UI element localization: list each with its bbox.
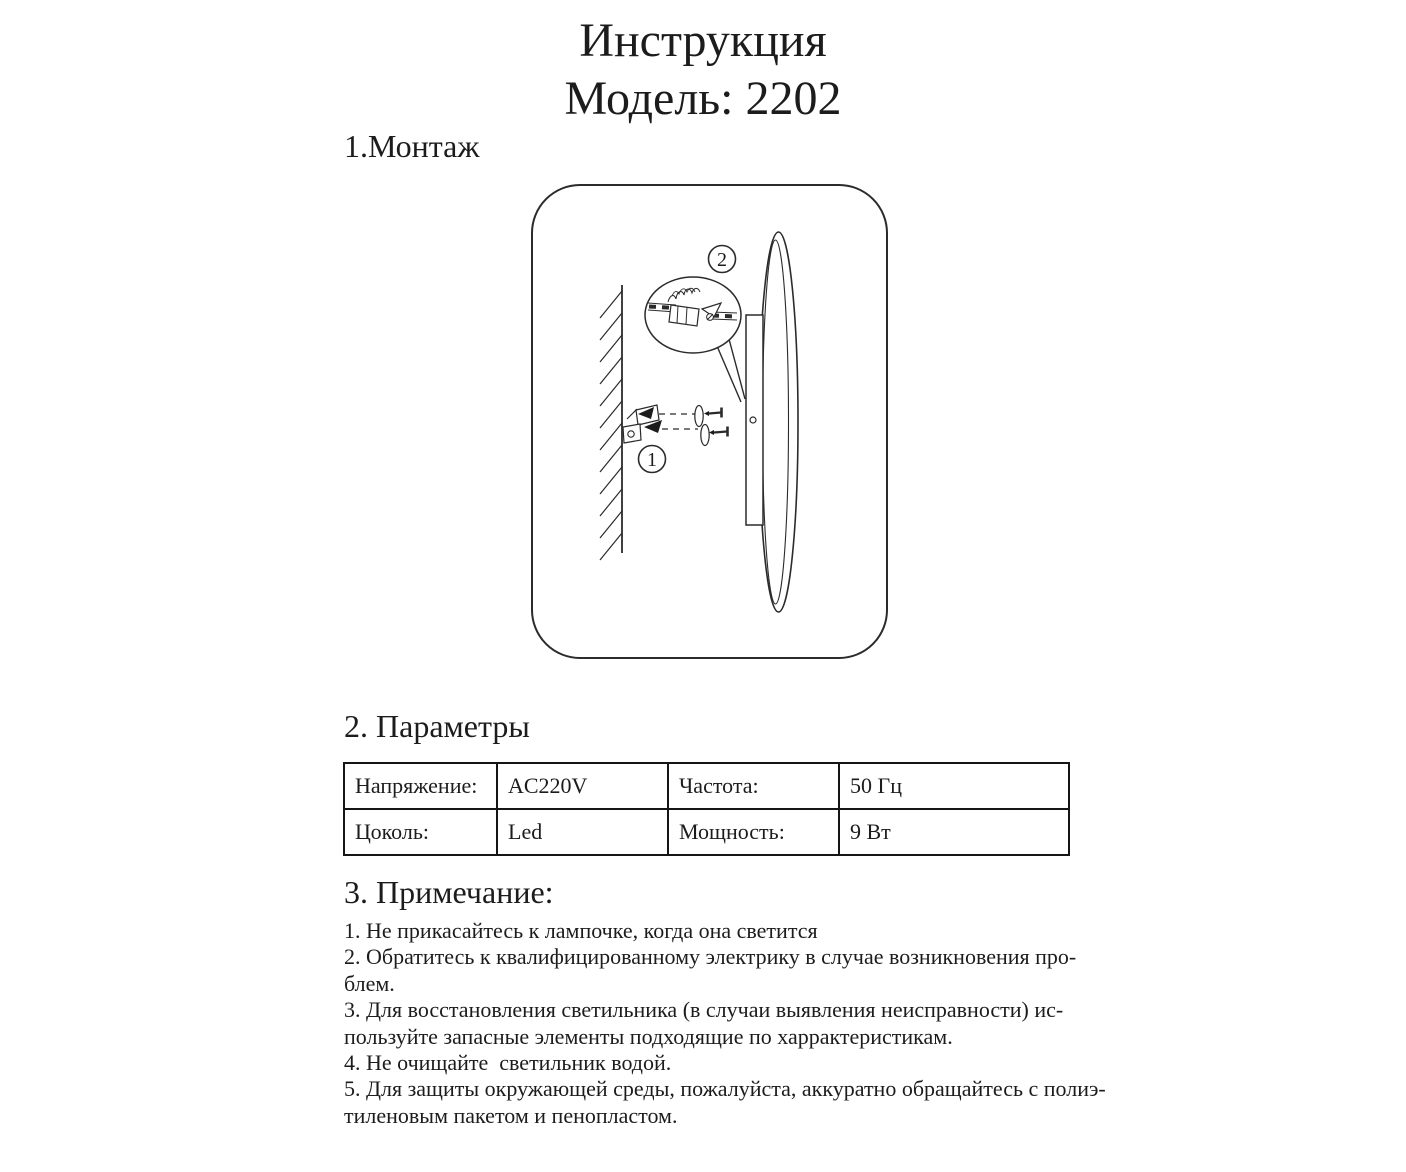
svg-text:2: 2 (717, 249, 727, 271)
note-line: пользуйте запасные элементы подходящие по харрактеристикам. (344, 1023, 953, 1049)
note-line: 1. Не прикасайтесь к лампочке, когда она светится (344, 918, 818, 943)
svg-text:1: 1 (647, 449, 657, 471)
step1-label (639, 446, 666, 473)
lamp-disc (759, 232, 798, 612)
mounting-plate (746, 315, 763, 525)
table-row (344, 809, 1069, 855)
title-block (0, 12, 1406, 128)
param-value: 50 Гц (839, 763, 1069, 809)
step2-label (709, 246, 736, 273)
notes-list (344, 918, 1106, 1129)
model-line: Модель: 2202 (564, 72, 842, 125)
wiring-callout-bubble (645, 277, 741, 353)
section-heading-montage: 1.Монтаж (344, 128, 480, 164)
note-line: 3. Для восстановления светильника (в случаи выявления неисправности) ис- (344, 997, 1064, 1023)
note-line: 5. Для защиты окружающей среды, пожалуйста, аккуратно обращайтесь с полиэ- (344, 1076, 1106, 1102)
param-label: Цоколь: (344, 809, 497, 855)
section-heading-notes: 3. Примечание: (344, 874, 554, 910)
param-value: 9 Вт (839, 809, 1069, 855)
mounting-diagram-svg (500, 180, 920, 680)
note-line: 2. Обратитесь к квалифицированному электрику в случае возникновения про- (344, 944, 1077, 970)
section-heading-params: 2. Параметры (344, 708, 530, 744)
table-row (344, 763, 1069, 809)
param-label: Напряжение: (344, 763, 497, 809)
param-label: Мощность: (668, 809, 839, 855)
note-line: тиленовым пакетом и пенопластом. (344, 1102, 678, 1128)
note-line: блем. (344, 970, 395, 996)
note-line: 4. Не очищайте светильник водой. (344, 1050, 672, 1076)
params-table (343, 762, 1070, 856)
param-value: AC220V (497, 763, 668, 809)
page-title: Инструкция (579, 14, 827, 67)
param-value: Led (497, 809, 668, 855)
param-label: Частота: (668, 763, 839, 809)
mounting-diagram (500, 180, 920, 680)
